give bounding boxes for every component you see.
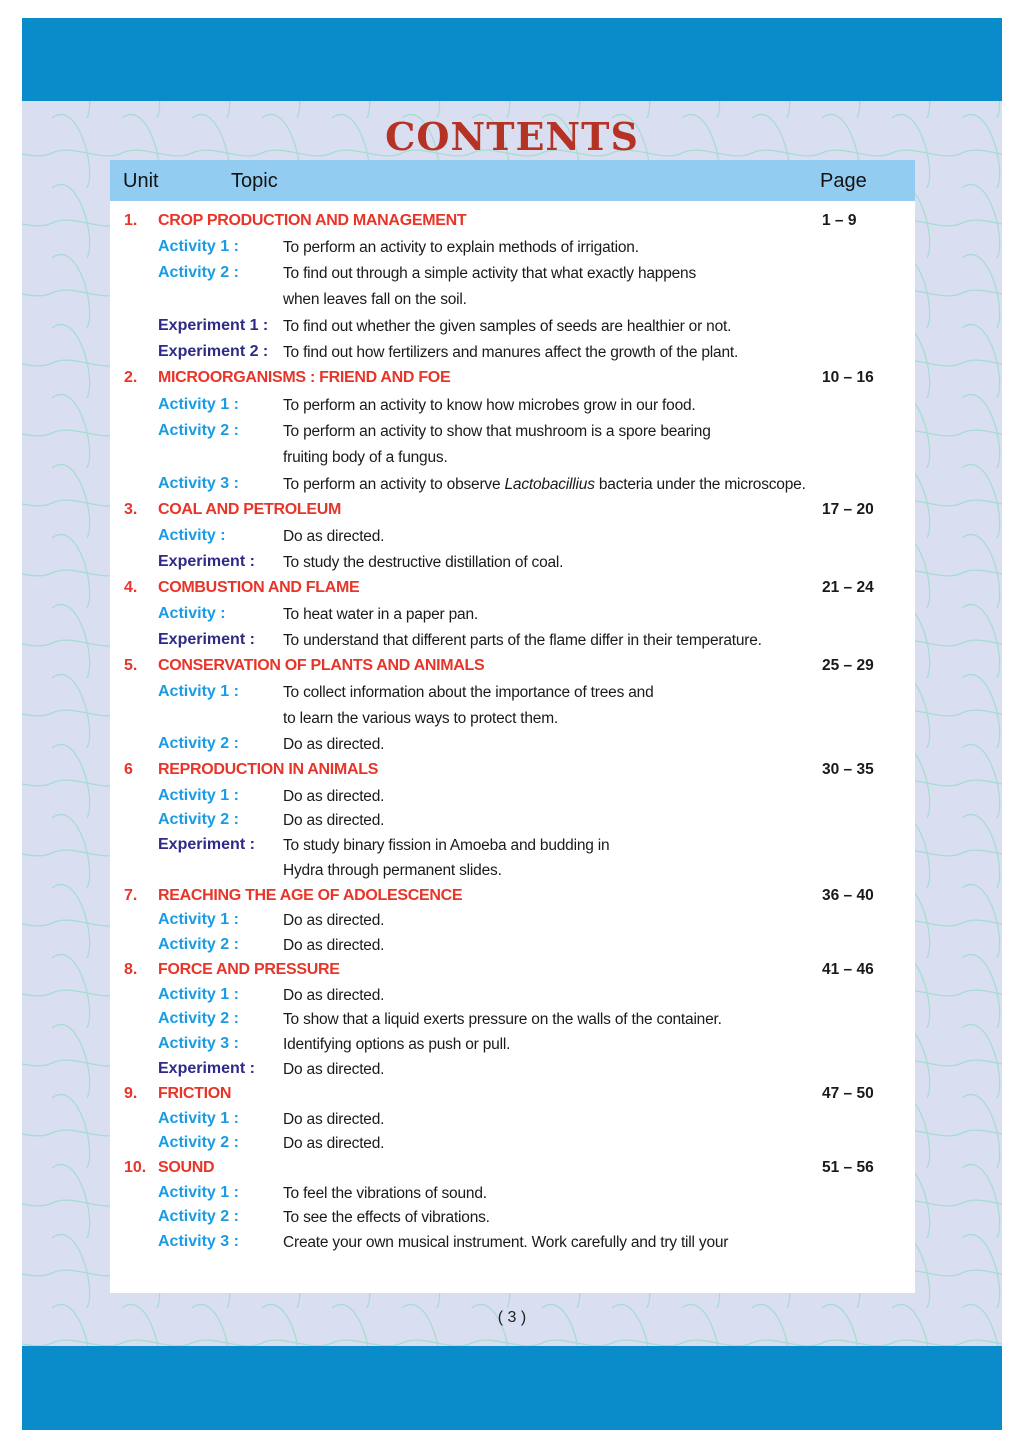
- activity-label: Activity 2 :: [158, 1134, 239, 1151]
- item-row: [110, 394, 915, 420]
- item-description: To study binary fission in Amoeba and budding in: [283, 837, 610, 854]
- item-row: [110, 1033, 915, 1059]
- text-segment: bacteria under the microscope.: [594, 476, 806, 493]
- header-page: Page: [820, 170, 867, 192]
- page-range: 1 – 9: [822, 212, 857, 229]
- item-row: [110, 785, 915, 811]
- experiment-label: Experiment :: [158, 1060, 255, 1077]
- unit-number: 3.: [124, 501, 138, 518]
- item-row: [110, 733, 915, 759]
- activity-label: Activity 2 :: [158, 811, 239, 828]
- page-range: 51 – 56: [822, 1159, 874, 1176]
- item-description: Do as directed.: [283, 528, 385, 545]
- item-description: To study the destructive distillation of coal.: [283, 554, 564, 571]
- page-range: 47 – 50: [822, 1085, 874, 1102]
- unit-number: 7.: [124, 887, 138, 904]
- item-row: [110, 1058, 915, 1084]
- chapter-row[interactable]: [110, 577, 915, 603]
- item-row: [110, 1108, 915, 1134]
- item-description: fruiting body of a fungus.: [283, 449, 448, 466]
- page-range: 25 – 29: [822, 657, 874, 674]
- activity-label: Activity 3 :: [158, 1035, 239, 1052]
- text-segment: To perform an activity to observe: [283, 476, 505, 493]
- item-description: To heat water in a paper pan.: [283, 606, 478, 623]
- experiment-label: Experiment :: [158, 836, 255, 853]
- item-row: [110, 603, 915, 629]
- item-description: Do as directed.: [283, 736, 385, 753]
- item-description: To find out whether the given samples of seeds are healthier or not.: [283, 318, 732, 335]
- page-range: 21 – 24: [822, 579, 874, 596]
- item-row: [110, 262, 915, 288]
- chapter-row[interactable]: [110, 1083, 915, 1109]
- item-row: [110, 1182, 915, 1208]
- item-row: [110, 681, 915, 707]
- item-description: To collect information about the importance of trees and: [283, 684, 654, 701]
- item-description: To see the effects of vibrations.: [283, 1209, 490, 1226]
- item-description: To perform an activity to show that mushroom is a spore bearing: [283, 423, 711, 440]
- bottom-banner: [22, 1346, 1002, 1430]
- chapter-row[interactable]: [110, 655, 915, 681]
- item-description: Do as directed.: [283, 912, 385, 929]
- item-row: [110, 1132, 915, 1158]
- activity-label: Activity 3 :: [158, 1233, 239, 1250]
- chapter-row[interactable]: [110, 367, 915, 393]
- item-row: [110, 315, 915, 341]
- item-row-continued: [110, 446, 915, 472]
- item-description: Do as directed.: [283, 937, 385, 954]
- activity-label: Activity 1 :: [158, 911, 239, 928]
- activity-label: Activity :: [158, 527, 226, 544]
- activity-label: Activity :: [158, 605, 226, 622]
- experiment-label: Experiment 1 :: [158, 317, 269, 334]
- page-range: 36 – 40: [822, 887, 874, 904]
- activity-label: Activity 1 :: [158, 787, 239, 804]
- item-description: Do as directed.: [283, 812, 385, 829]
- item-row: [110, 909, 915, 935]
- item-description: To find out through a simple activity that what exactly happens: [283, 265, 697, 282]
- activity-label: Activity 3 :: [158, 475, 239, 492]
- chapter-row[interactable]: [110, 885, 915, 911]
- chapter-title[interactable]: FORCE AND PRESSURE: [158, 961, 340, 978]
- activity-label: Activity 1 :: [158, 683, 239, 700]
- item-description: Hydra through permanent slides.: [283, 862, 502, 879]
- unit-number: 8.: [124, 961, 138, 978]
- unit-number: 10.: [124, 1159, 147, 1176]
- unit-number: 2.: [124, 369, 138, 386]
- page-range: 41 – 46: [822, 961, 874, 978]
- chapter-title[interactable]: REPRODUCTION IN ANIMALS: [158, 761, 379, 778]
- page-range: 10 – 16: [822, 369, 874, 386]
- header-unit: Unit: [123, 170, 159, 192]
- item-description: To show that a liquid exerts pressure on the walls of the container.: [283, 1011, 722, 1028]
- unit-number: 6: [124, 761, 133, 778]
- item-row-continued: [110, 288, 915, 314]
- chapter-title[interactable]: CONSERVATION OF PLANTS AND ANIMALS: [158, 657, 485, 674]
- item-description: Identifying options as push or pull.: [283, 1036, 511, 1053]
- item-row-continued: [110, 859, 915, 885]
- item-row: [110, 1008, 915, 1034]
- item-row: [110, 984, 915, 1010]
- chapter-title[interactable]: SOUND: [158, 1159, 215, 1176]
- unit-number: 5.: [124, 657, 138, 674]
- item-description: when leaves fall on the soil.: [283, 291, 467, 308]
- chapter-title[interactable]: MICROORGANISMS : FRIEND AND FOE: [158, 369, 451, 386]
- header-topic: Topic: [231, 170, 278, 192]
- chapter-row[interactable]: [110, 210, 915, 236]
- activity-label: Activity 1 :: [158, 238, 239, 255]
- chapter-row[interactable]: [110, 499, 915, 525]
- activity-label: Activity 2 :: [158, 1010, 239, 1027]
- table-header: [110, 160, 915, 201]
- activity-label: Activity 2 :: [158, 1208, 239, 1225]
- item-description: To find out how fertilizers and manures affect the growth of the plant.: [283, 344, 739, 361]
- page-range: 30 – 35: [822, 761, 874, 778]
- activity-label: Activity 1 :: [158, 1184, 239, 1201]
- chapter-row[interactable]: [110, 1157, 915, 1183]
- chapter-row[interactable]: [110, 959, 915, 985]
- chapter-row[interactable]: [110, 759, 915, 785]
- top-banner: [22, 18, 1002, 101]
- item-description: To perform an activity to explain methods of irrigation.: [283, 239, 639, 256]
- item-description: To perform an activity to know how microbes grow in our food.: [283, 397, 696, 414]
- item-row: [110, 341, 915, 367]
- item-description: To feel the vibrations of sound.: [283, 1185, 487, 1202]
- item-row-continued: [110, 707, 915, 733]
- item-description: Do as directed.: [283, 1061, 385, 1078]
- unit-number: 4.: [124, 579, 138, 596]
- item-row: [110, 236, 915, 262]
- activity-label: Activity 2 :: [158, 422, 239, 439]
- chapter-title[interactable]: CROP PRODUCTION AND MANAGEMENT: [158, 212, 467, 229]
- activity-label: Activity 1 :: [158, 1110, 239, 1127]
- item-row: [110, 525, 915, 551]
- contents-table: [110, 160, 915, 1293]
- chapter-title[interactable]: COMBUSTION AND FLAME: [158, 579, 360, 596]
- activity-label: Activity 2 :: [158, 936, 239, 953]
- item-row: [110, 1206, 915, 1232]
- item-row: [110, 420, 915, 446]
- unit-number: 1.: [124, 212, 138, 229]
- chapter-title[interactable]: FRICTION: [158, 1085, 232, 1102]
- activity-label: Activity 1 :: [158, 396, 239, 413]
- item-description: [283, 476, 806, 494]
- item-row: [110, 809, 915, 835]
- page: [22, 18, 1002, 1430]
- page-range: 17 – 20: [822, 501, 874, 518]
- item-description: Do as directed.: [283, 1111, 385, 1128]
- item-row: [110, 629, 915, 655]
- unit-number: 9.: [124, 1085, 138, 1102]
- item-description: Do as directed.: [283, 788, 385, 805]
- item-description: Create your own musical instrument. Work carefully and try till your: [283, 1234, 729, 1251]
- item-description: To understand that different parts of the flame differ in their temperature.: [283, 632, 762, 649]
- page-title: CONTENTS: [385, 114, 639, 159]
- item-row: [110, 1231, 915, 1257]
- item-description: to learn the various ways to protect them.: [283, 710, 559, 727]
- chapter-title[interactable]: COAL AND PETROLEUM: [158, 501, 342, 518]
- item-description: Do as directed.: [283, 1135, 385, 1152]
- activity-label: Activity 1 :: [158, 986, 239, 1003]
- item-row: [110, 551, 915, 577]
- item-row: [110, 834, 915, 860]
- activity-label: Activity 2 :: [158, 264, 239, 281]
- item-row: [110, 473, 915, 499]
- page-number: ( 3 ): [497, 1309, 527, 1326]
- italic-term: Lactobacillius: [504, 476, 595, 493]
- experiment-label: Experiment :: [158, 631, 255, 648]
- experiment-label: Experiment :: [158, 553, 255, 570]
- experiment-label: Experiment 2 :: [158, 343, 269, 360]
- item-description: Do as directed.: [283, 987, 385, 1004]
- item-row: [110, 934, 915, 960]
- activity-label: Activity 2 :: [158, 735, 239, 752]
- chapter-title[interactable]: REACHING THE AGE OF ADOLESCENCE: [158, 887, 463, 904]
